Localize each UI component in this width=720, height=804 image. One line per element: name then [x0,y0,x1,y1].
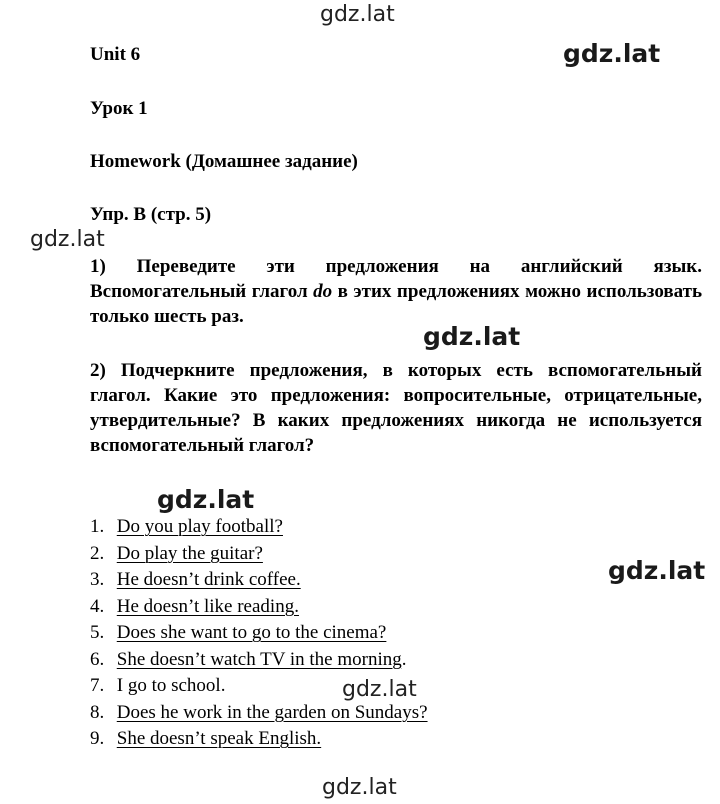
sentence-text: Do play the guitar? [116,542,263,564]
lesson-heading: Урок 1 [90,98,148,119]
watermark-middle: gdz.lat [423,322,521,351]
sentence-text: She doesn’t speak English. [116,728,322,749]
watermark-right: gdz.lat [608,556,706,585]
sentence-text: Does she want to go to the cinema? [116,622,387,643]
homework-heading: Homework (Домашнее задание) [90,151,358,172]
sentence-text: Do you play football? [116,516,283,537]
sentence-item [90,594,428,621]
sentence-number: 8. [90,701,105,723]
sentence-text: He doesn’t drink coffee. [116,569,301,590]
watermark-top: gdz.lat [320,2,395,27]
sentence-number: 9. [90,728,105,749]
sentence-item [90,700,428,727]
watermark-top-right: gdz.lat [563,39,661,68]
sentence-number: 3. [90,569,105,590]
sentence-suffix: . [401,648,407,670]
task-1-emphasis: do [313,281,333,302]
task-1-text-end: в этих предложениях можно использовать только шесть раз. [90,281,703,327]
sentence-item [90,620,428,647]
watermark-list-middle: gdz.lat [342,677,417,702]
sentence-number: 6. [90,648,105,670]
exercise-heading: Упр. B (стр. 5) [90,204,212,225]
sentence-text: He doesn’t like reading. [116,595,299,617]
sentence-text: Does he work in the garden on Sundays? [116,701,428,723]
unit-heading: Unit 6 [90,44,141,65]
sentence-list [90,514,428,753]
watermark-left: gdz.lat [30,227,105,252]
sentence-number: 7. [90,675,105,696]
task-2-instruction: 2) Подчеркните предложения, в которых есть вспомогательный глагол. Какие это предложения: вопросительные, отрицательные, утвердительные? В каких предложениях никогда не используется вспомогательный глагол? [90,360,702,456]
sentence-number: 4. [90,595,105,617]
sentence-item [90,726,428,753]
sentence-text: I go to school. [116,675,226,696]
sentence-number: 5. [90,622,105,643]
sentence-item [90,673,428,700]
task-1-text-start: 1) Переведите эти предложения на английский язык. Вспомогательный глагол [90,256,702,302]
sentence-number: 2. [90,542,105,564]
sentence-item [90,514,428,541]
sentence-item [90,541,428,568]
watermark-bottom: gdz.lat [322,775,397,800]
watermark-list-top: gdz.lat [157,485,255,514]
sentence-item [90,567,428,594]
sentence-number: 1. [90,516,105,537]
task-1-instruction [90,254,702,329]
sentence-text: She doesn’t watch TV in the morning [116,648,402,670]
sentence-item [90,647,428,674]
